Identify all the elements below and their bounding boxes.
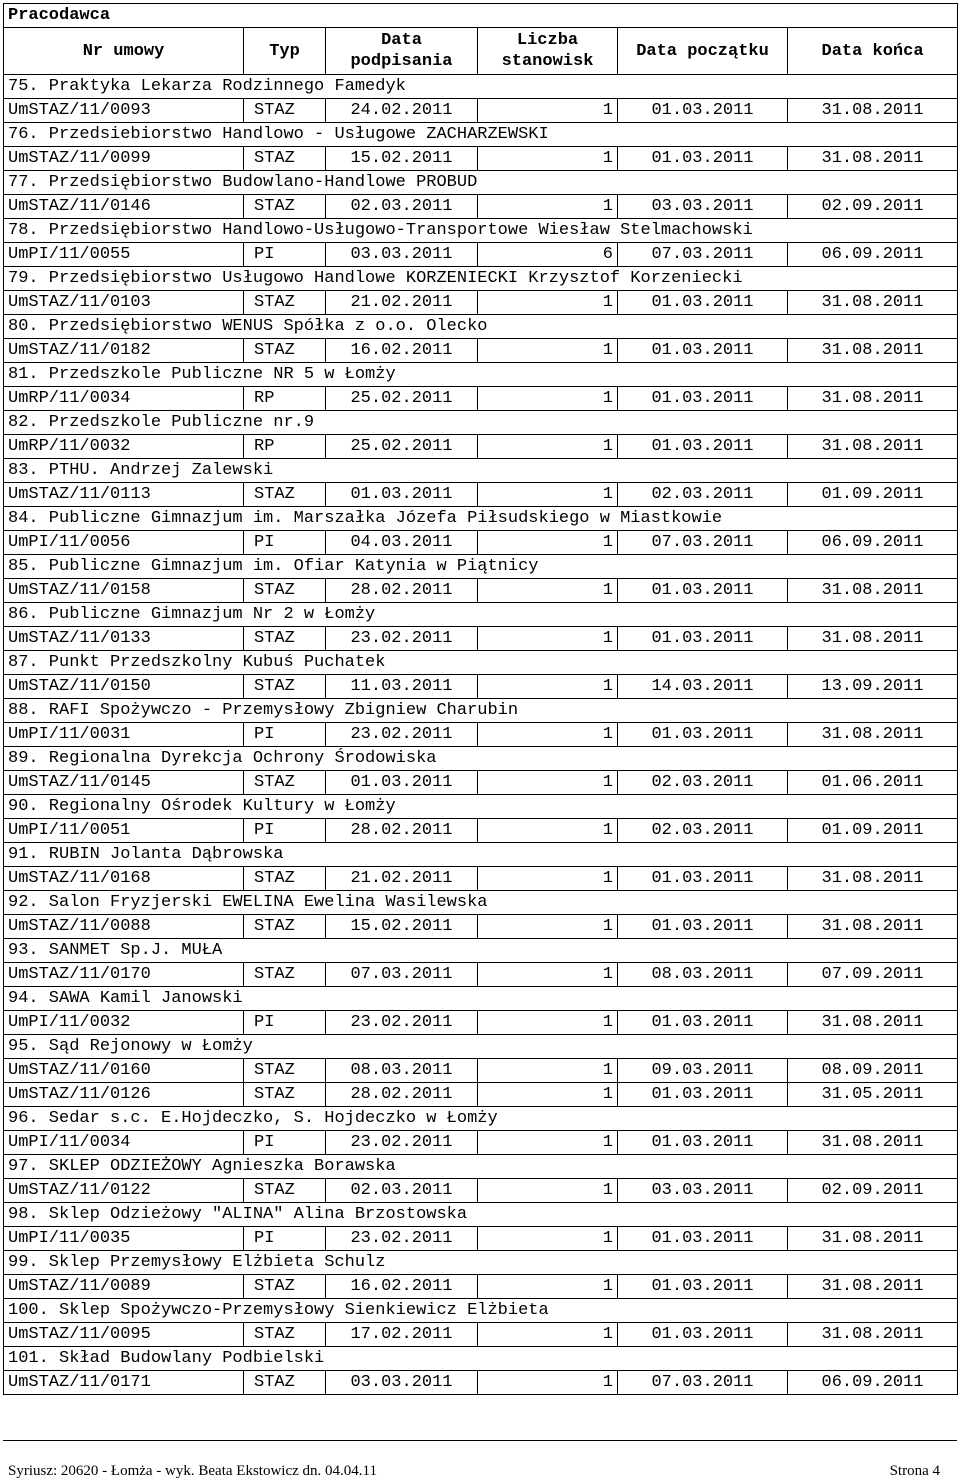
signing-date: 01.03.2011 bbox=[326, 771, 478, 795]
employer-row bbox=[4, 843, 958, 867]
contract-row bbox=[4, 1059, 958, 1083]
start-date: 03.03.2011 bbox=[618, 195, 788, 219]
start-date: 01.03.2011 bbox=[618, 147, 788, 171]
start-date: 02.03.2011 bbox=[618, 483, 788, 507]
positions-count: 1 bbox=[478, 675, 618, 699]
positions-count: 1 bbox=[478, 1227, 618, 1251]
end-date: 31.08.2011 bbox=[788, 291, 958, 315]
end-date: 13.09.2011 bbox=[788, 675, 958, 699]
positions-count: 1 bbox=[478, 1131, 618, 1155]
footer-divider bbox=[3, 1440, 957, 1441]
contract-type: STAZ bbox=[244, 867, 326, 891]
contract-number: UmPI/11/0056 bbox=[4, 531, 244, 555]
start-date: 09.03.2011 bbox=[618, 1059, 788, 1083]
positions-count: 1 bbox=[478, 819, 618, 843]
employer-row bbox=[4, 651, 958, 675]
contract-row bbox=[4, 291, 958, 315]
employer-name: 90. Regionalny Ośrodek Kultury w Łomży bbox=[4, 795, 958, 819]
end-date: 31.08.2011 bbox=[788, 627, 958, 651]
contract-row bbox=[4, 627, 958, 651]
contract-row bbox=[4, 147, 958, 171]
employer-name: 98. Sklep Odzieżowy "ALINA" Alina Brzostowska bbox=[4, 1203, 958, 1227]
signing-date: 23.02.2011 bbox=[326, 1227, 478, 1251]
employer-name: 75. Praktyka Lekarza Rodzinnego Famedyk bbox=[4, 75, 958, 99]
employer-name: 84. Publiczne Gimnazjum im. Marszałka Józefa Piłsudskiego w Miastkowie bbox=[4, 507, 958, 531]
contract-number: UmSTAZ/11/0089 bbox=[4, 1275, 244, 1299]
contract-type: STAZ bbox=[244, 1083, 326, 1107]
contract-type: PI bbox=[244, 1131, 326, 1155]
start-date: 01.03.2011 bbox=[618, 627, 788, 651]
contract-number: UmSTAZ/11/0150 bbox=[4, 675, 244, 699]
employer-header: Pracodawca bbox=[4, 4, 958, 28]
contract-type: STAZ bbox=[244, 915, 326, 939]
signing-date: 28.02.2011 bbox=[326, 1083, 478, 1107]
positions-count: 1 bbox=[478, 291, 618, 315]
end-date: 31.08.2011 bbox=[788, 723, 958, 747]
signing-date: 15.02.2011 bbox=[326, 147, 478, 171]
signing-date: 28.02.2011 bbox=[326, 579, 478, 603]
employer-row bbox=[4, 267, 958, 291]
positions-count: 1 bbox=[478, 1011, 618, 1035]
employer-row bbox=[4, 123, 958, 147]
start-date: 01.03.2011 bbox=[618, 339, 788, 363]
start-date: 01.03.2011 bbox=[618, 915, 788, 939]
employer-row bbox=[4, 1347, 958, 1371]
contract-number: UmPI/11/0035 bbox=[4, 1227, 244, 1251]
contract-row bbox=[4, 1131, 958, 1155]
contracts-table bbox=[3, 3, 958, 1395]
contract-number: UmSTAZ/11/0182 bbox=[4, 339, 244, 363]
positions-count: 1 bbox=[478, 1179, 618, 1203]
signing-date: 25.02.2011 bbox=[326, 387, 478, 411]
signing-date: 16.02.2011 bbox=[326, 1275, 478, 1299]
contract-row bbox=[4, 1227, 958, 1251]
end-date: 31.08.2011 bbox=[788, 1275, 958, 1299]
positions-count: 1 bbox=[478, 147, 618, 171]
contract-number: UmPI/11/0055 bbox=[4, 243, 244, 267]
contract-row bbox=[4, 243, 958, 267]
signing-date: 02.03.2011 bbox=[326, 1179, 478, 1203]
employer-row bbox=[4, 699, 958, 723]
positions-count: 1 bbox=[478, 99, 618, 123]
employer-row bbox=[4, 219, 958, 243]
contract-row bbox=[4, 483, 958, 507]
contract-type: PI bbox=[244, 723, 326, 747]
contract-row bbox=[4, 531, 958, 555]
employer-row bbox=[4, 507, 958, 531]
end-date: 31.08.2011 bbox=[788, 99, 958, 123]
contract-number: UmSTAZ/11/0126 bbox=[4, 1083, 244, 1107]
start-date: 01.03.2011 bbox=[618, 1227, 788, 1251]
contract-number: UmSTAZ/11/0113 bbox=[4, 483, 244, 507]
col-header-data-podpisania bbox=[326, 28, 478, 75]
signing-date: 11.03.2011 bbox=[326, 675, 478, 699]
end-date: 06.09.2011 bbox=[788, 1371, 958, 1395]
signing-date: 23.02.2011 bbox=[326, 627, 478, 651]
contract-type: STAZ bbox=[244, 483, 326, 507]
contract-number: UmSTAZ/11/0158 bbox=[4, 579, 244, 603]
positions-count: 1 bbox=[478, 867, 618, 891]
contract-number: UmSTAZ/11/0099 bbox=[4, 147, 244, 171]
end-date: 31.08.2011 bbox=[788, 579, 958, 603]
employer-row bbox=[4, 939, 958, 963]
contracts-body bbox=[4, 75, 958, 1395]
positions-count: 1 bbox=[478, 627, 618, 651]
signing-date: 16.02.2011 bbox=[326, 339, 478, 363]
end-date: 06.09.2011 bbox=[788, 243, 958, 267]
contract-row bbox=[4, 819, 958, 843]
start-date: 14.03.2011 bbox=[618, 675, 788, 699]
positions-count: 1 bbox=[478, 1323, 618, 1347]
signing-date: 23.02.2011 bbox=[326, 1131, 478, 1155]
start-date: 01.03.2011 bbox=[618, 99, 788, 123]
contract-row bbox=[4, 1011, 958, 1035]
end-date: 31.05.2011 bbox=[788, 1083, 958, 1107]
employer-name: 83. PTHU. Andrzej Zalewski bbox=[4, 459, 958, 483]
contract-number: UmSTAZ/11/0160 bbox=[4, 1059, 244, 1083]
contract-number: UmSTAZ/11/0122 bbox=[4, 1179, 244, 1203]
contract-row bbox=[4, 387, 958, 411]
start-date: 01.03.2011 bbox=[618, 1131, 788, 1155]
col-header-liczba-line1: Liczba bbox=[516, 31, 579, 50]
contract-type: STAZ bbox=[244, 339, 326, 363]
end-date: 31.08.2011 bbox=[788, 1131, 958, 1155]
contract-type: STAZ bbox=[244, 147, 326, 171]
start-date: 07.03.2011 bbox=[618, 1371, 788, 1395]
end-date: 31.08.2011 bbox=[788, 339, 958, 363]
employer-name: 96. Sedar s.c. E.Hojdeczko, S. Hojdeczko w Łomży bbox=[4, 1107, 958, 1131]
signing-date: 28.02.2011 bbox=[326, 819, 478, 843]
end-date: 31.08.2011 bbox=[788, 1227, 958, 1251]
positions-count: 1 bbox=[478, 1059, 618, 1083]
contract-row bbox=[4, 1371, 958, 1395]
start-date: 01.03.2011 bbox=[618, 387, 788, 411]
contract-type: RP bbox=[244, 387, 326, 411]
positions-count: 1 bbox=[478, 1275, 618, 1299]
start-date: 08.03.2011 bbox=[618, 963, 788, 987]
contract-type: STAZ bbox=[244, 1059, 326, 1083]
end-date: 01.09.2011 bbox=[788, 483, 958, 507]
contract-type: STAZ bbox=[244, 963, 326, 987]
employer-name: 92. Salon Fryzjerski EWELINA Ewelina Wasilewska bbox=[4, 891, 958, 915]
positions-count: 1 bbox=[478, 387, 618, 411]
contract-type: STAZ bbox=[244, 675, 326, 699]
contract-row bbox=[4, 915, 958, 939]
contract-number: UmSTAZ/11/0088 bbox=[4, 915, 244, 939]
page-footer bbox=[8, 1463, 940, 1481]
employer-row bbox=[4, 603, 958, 627]
positions-count: 1 bbox=[478, 1371, 618, 1395]
signing-date: 24.02.2011 bbox=[326, 99, 478, 123]
employer-name: 99. Sklep Przemysłowy Elżbieta Schulz bbox=[4, 1251, 958, 1275]
contract-row bbox=[4, 723, 958, 747]
employer-row bbox=[4, 1107, 958, 1131]
employer-row bbox=[4, 1155, 958, 1179]
contract-number: UmRP/11/0034 bbox=[4, 387, 244, 411]
start-date: 01.03.2011 bbox=[618, 1011, 788, 1035]
positions-count: 1 bbox=[478, 195, 618, 219]
contract-type: STAZ bbox=[244, 1275, 326, 1299]
employer-row bbox=[4, 1299, 958, 1323]
end-date: 31.08.2011 bbox=[788, 147, 958, 171]
contract-type: STAZ bbox=[244, 579, 326, 603]
employer-name: 87. Punkt Przedszkolny Kubuś Puchatek bbox=[4, 651, 958, 675]
col-header-liczba-stanowisk bbox=[478, 28, 618, 75]
start-date: 02.03.2011 bbox=[618, 819, 788, 843]
end-date: 31.08.2011 bbox=[788, 915, 958, 939]
contract-row bbox=[4, 1083, 958, 1107]
employer-name: 95. Sąd Rejonowy w Łomży bbox=[4, 1035, 958, 1059]
end-date: 31.08.2011 bbox=[788, 1011, 958, 1035]
employer-name: 78. Przedsiębiorstwo Handlowo-Usługowo-Transportowe Wiesław Stelmachowski bbox=[4, 219, 958, 243]
signing-date: 23.02.2011 bbox=[326, 723, 478, 747]
col-header-typ: Typ bbox=[244, 28, 326, 75]
start-date: 01.03.2011 bbox=[618, 1083, 788, 1107]
col-header-data-podpisania-line2: podpisania bbox=[350, 52, 453, 71]
employer-row bbox=[4, 363, 958, 387]
employer-name: 81. Przedszkole Publiczne NR 5 w Łomży bbox=[4, 363, 958, 387]
col-header-liczba-line2: stanowisk bbox=[501, 52, 594, 71]
end-date: 07.09.2011 bbox=[788, 963, 958, 987]
positions-count: 1 bbox=[478, 579, 618, 603]
signing-date: 23.02.2011 bbox=[326, 1011, 478, 1035]
contract-row bbox=[4, 339, 958, 363]
contract-type: PI bbox=[244, 819, 326, 843]
contract-row bbox=[4, 1275, 958, 1299]
start-date: 01.03.2011 bbox=[618, 435, 788, 459]
employer-name: 77. Przedsiębiorstwo Budowlano-Handlowe PROBUD bbox=[4, 171, 958, 195]
contract-number: UmSTAZ/11/0145 bbox=[4, 771, 244, 795]
employer-row bbox=[4, 795, 958, 819]
contract-type: PI bbox=[244, 243, 326, 267]
contract-type: STAZ bbox=[244, 627, 326, 651]
start-date: 01.03.2011 bbox=[618, 723, 788, 747]
contract-type: STAZ bbox=[244, 1179, 326, 1203]
contract-row bbox=[4, 675, 958, 699]
signing-date: 21.02.2011 bbox=[326, 291, 478, 315]
contract-row bbox=[4, 195, 958, 219]
contract-number: UmSTAZ/11/0103 bbox=[4, 291, 244, 315]
signing-date: 21.02.2011 bbox=[326, 867, 478, 891]
contract-number: UmSTAZ/11/0171 bbox=[4, 1371, 244, 1395]
contract-row bbox=[4, 963, 958, 987]
signing-date: 25.02.2011 bbox=[326, 435, 478, 459]
contract-type: STAZ bbox=[244, 195, 326, 219]
employer-name: 91. RUBIN Jolanta Dąbrowska bbox=[4, 843, 958, 867]
signing-date: 02.03.2011 bbox=[326, 195, 478, 219]
contract-number: UmSTAZ/11/0093 bbox=[4, 99, 244, 123]
start-date: 03.03.2011 bbox=[618, 1179, 788, 1203]
positions-count: 1 bbox=[478, 435, 618, 459]
employer-row bbox=[4, 171, 958, 195]
contract-row bbox=[4, 771, 958, 795]
contract-row bbox=[4, 435, 958, 459]
contract-type: STAZ bbox=[244, 99, 326, 123]
employer-row bbox=[4, 459, 958, 483]
positions-count: 1 bbox=[478, 483, 618, 507]
positions-count: 1 bbox=[478, 723, 618, 747]
employer-row bbox=[4, 1035, 958, 1059]
start-date: 02.03.2011 bbox=[618, 771, 788, 795]
contract-row bbox=[4, 1323, 958, 1347]
contract-number: UmPI/11/0051 bbox=[4, 819, 244, 843]
employer-row bbox=[4, 75, 958, 99]
contract-type: PI bbox=[244, 531, 326, 555]
contract-type: STAZ bbox=[244, 771, 326, 795]
contract-number: UmPI/11/0034 bbox=[4, 1131, 244, 1155]
start-date: 07.03.2011 bbox=[618, 531, 788, 555]
positions-count: 1 bbox=[478, 531, 618, 555]
employer-name: 97. SKLEP ODZIEŻOWY Agnieszka Borawska bbox=[4, 1155, 958, 1179]
positions-count: 6 bbox=[478, 243, 618, 267]
end-date: 31.08.2011 bbox=[788, 435, 958, 459]
employer-name: 82. Przedszkole Publiczne nr.9 bbox=[4, 411, 958, 435]
contract-number: UmRP/11/0032 bbox=[4, 435, 244, 459]
employer-name: 89. Regionalna Dyrekcja Ochrony Środowiska bbox=[4, 747, 958, 771]
contract-row bbox=[4, 579, 958, 603]
start-date: 07.03.2011 bbox=[618, 243, 788, 267]
start-date: 01.03.2011 bbox=[618, 867, 788, 891]
positions-count: 1 bbox=[478, 915, 618, 939]
page-number: Strona 4 bbox=[889, 1463, 940, 1479]
employer-name: 100. Sklep Spożywczo-Przemysłowy Sienkiewicz Elżbieta bbox=[4, 1299, 958, 1323]
contract-type: STAZ bbox=[244, 1323, 326, 1347]
contract-number: UmSTAZ/11/0170 bbox=[4, 963, 244, 987]
contract-type: PI bbox=[244, 1011, 326, 1035]
end-date: 06.09.2011 bbox=[788, 531, 958, 555]
positions-count: 1 bbox=[478, 339, 618, 363]
employer-name: 80. Przedsiębiorstwo WENUS Spółka z o.o. Olecko bbox=[4, 315, 958, 339]
contract-number: UmSTAZ/11/0133 bbox=[4, 627, 244, 651]
start-date: 01.03.2011 bbox=[618, 1275, 788, 1299]
employer-row bbox=[4, 891, 958, 915]
employer-name: 88. RAFI Spożywczo - Przemysłowy Zbigniew Charubin bbox=[4, 699, 958, 723]
employer-name: 79. Przedsiębiorstwo Usługowo Handlowe KORZENIECKI Krzysztof Korzeniecki bbox=[4, 267, 958, 291]
signing-date: 08.03.2011 bbox=[326, 1059, 478, 1083]
col-header-nr-umowy: Nr umowy bbox=[4, 28, 244, 75]
contract-row bbox=[4, 99, 958, 123]
signing-date: 17.02.2011 bbox=[326, 1323, 478, 1347]
employer-name: 93. SANMET Sp.J. MUŁA bbox=[4, 939, 958, 963]
positions-count: 1 bbox=[478, 1083, 618, 1107]
employer-name: 86. Publiczne Gimnazjum Nr 2 w Łomży bbox=[4, 603, 958, 627]
employer-row bbox=[4, 747, 958, 771]
employer-row bbox=[4, 411, 958, 435]
col-header-data-poczatku: Data początku bbox=[618, 28, 788, 75]
signing-date: 03.03.2011 bbox=[326, 243, 478, 267]
contract-number: UmPI/11/0031 bbox=[4, 723, 244, 747]
end-date: 31.08.2011 bbox=[788, 387, 958, 411]
signing-date: 15.02.2011 bbox=[326, 915, 478, 939]
employer-name: 94. SAWA Kamil Janowski bbox=[4, 987, 958, 1011]
employer-row bbox=[4, 1251, 958, 1275]
footer-info: Syriusz: 20620 - Łomża - wyk. Beata Ekstowicz dn. 04.04.11 bbox=[8, 1463, 377, 1479]
employer-row bbox=[4, 1203, 958, 1227]
end-date: 31.08.2011 bbox=[788, 1323, 958, 1347]
contract-type: PI bbox=[244, 1227, 326, 1251]
contract-number: UmSTAZ/11/0146 bbox=[4, 195, 244, 219]
end-date: 31.08.2011 bbox=[788, 867, 958, 891]
end-date: 08.09.2011 bbox=[788, 1059, 958, 1083]
signing-date: 07.03.2011 bbox=[326, 963, 478, 987]
start-date: 01.03.2011 bbox=[618, 1323, 788, 1347]
start-date: 01.03.2011 bbox=[618, 579, 788, 603]
signing-date: 01.03.2011 bbox=[326, 483, 478, 507]
employer-row bbox=[4, 555, 958, 579]
employer-name: 101. Skład Budowlany Podbielski bbox=[4, 1347, 958, 1371]
end-date: 01.09.2011 bbox=[788, 819, 958, 843]
contract-number: UmSTAZ/11/0168 bbox=[4, 867, 244, 891]
contract-type: RP bbox=[244, 435, 326, 459]
end-date: 01.06.2011 bbox=[788, 771, 958, 795]
end-date: 02.09.2011 bbox=[788, 195, 958, 219]
col-header-data-konca: Data końca bbox=[788, 28, 958, 75]
signing-date: 03.03.2011 bbox=[326, 1371, 478, 1395]
positions-count: 1 bbox=[478, 963, 618, 987]
contract-type: STAZ bbox=[244, 291, 326, 315]
contract-row bbox=[4, 1179, 958, 1203]
contract-number: UmPI/11/0032 bbox=[4, 1011, 244, 1035]
contract-row bbox=[4, 867, 958, 891]
start-date: 01.03.2011 bbox=[618, 291, 788, 315]
employer-row bbox=[4, 987, 958, 1011]
end-date: 02.09.2011 bbox=[788, 1179, 958, 1203]
signing-date: 04.03.2011 bbox=[326, 531, 478, 555]
employer-name: 76. Przedsiebiorstwo Handlowo - Usługowe ZACHARZEWSKI bbox=[4, 123, 958, 147]
positions-count: 1 bbox=[478, 771, 618, 795]
contract-number: UmSTAZ/11/0095 bbox=[4, 1323, 244, 1347]
employer-name: 85. Publiczne Gimnazjum im. Ofiar Katynia w Piątnicy bbox=[4, 555, 958, 579]
col-header-data-podpisania-line1: Data bbox=[381, 31, 422, 50]
contract-type: STAZ bbox=[244, 1371, 326, 1395]
employer-row bbox=[4, 315, 958, 339]
